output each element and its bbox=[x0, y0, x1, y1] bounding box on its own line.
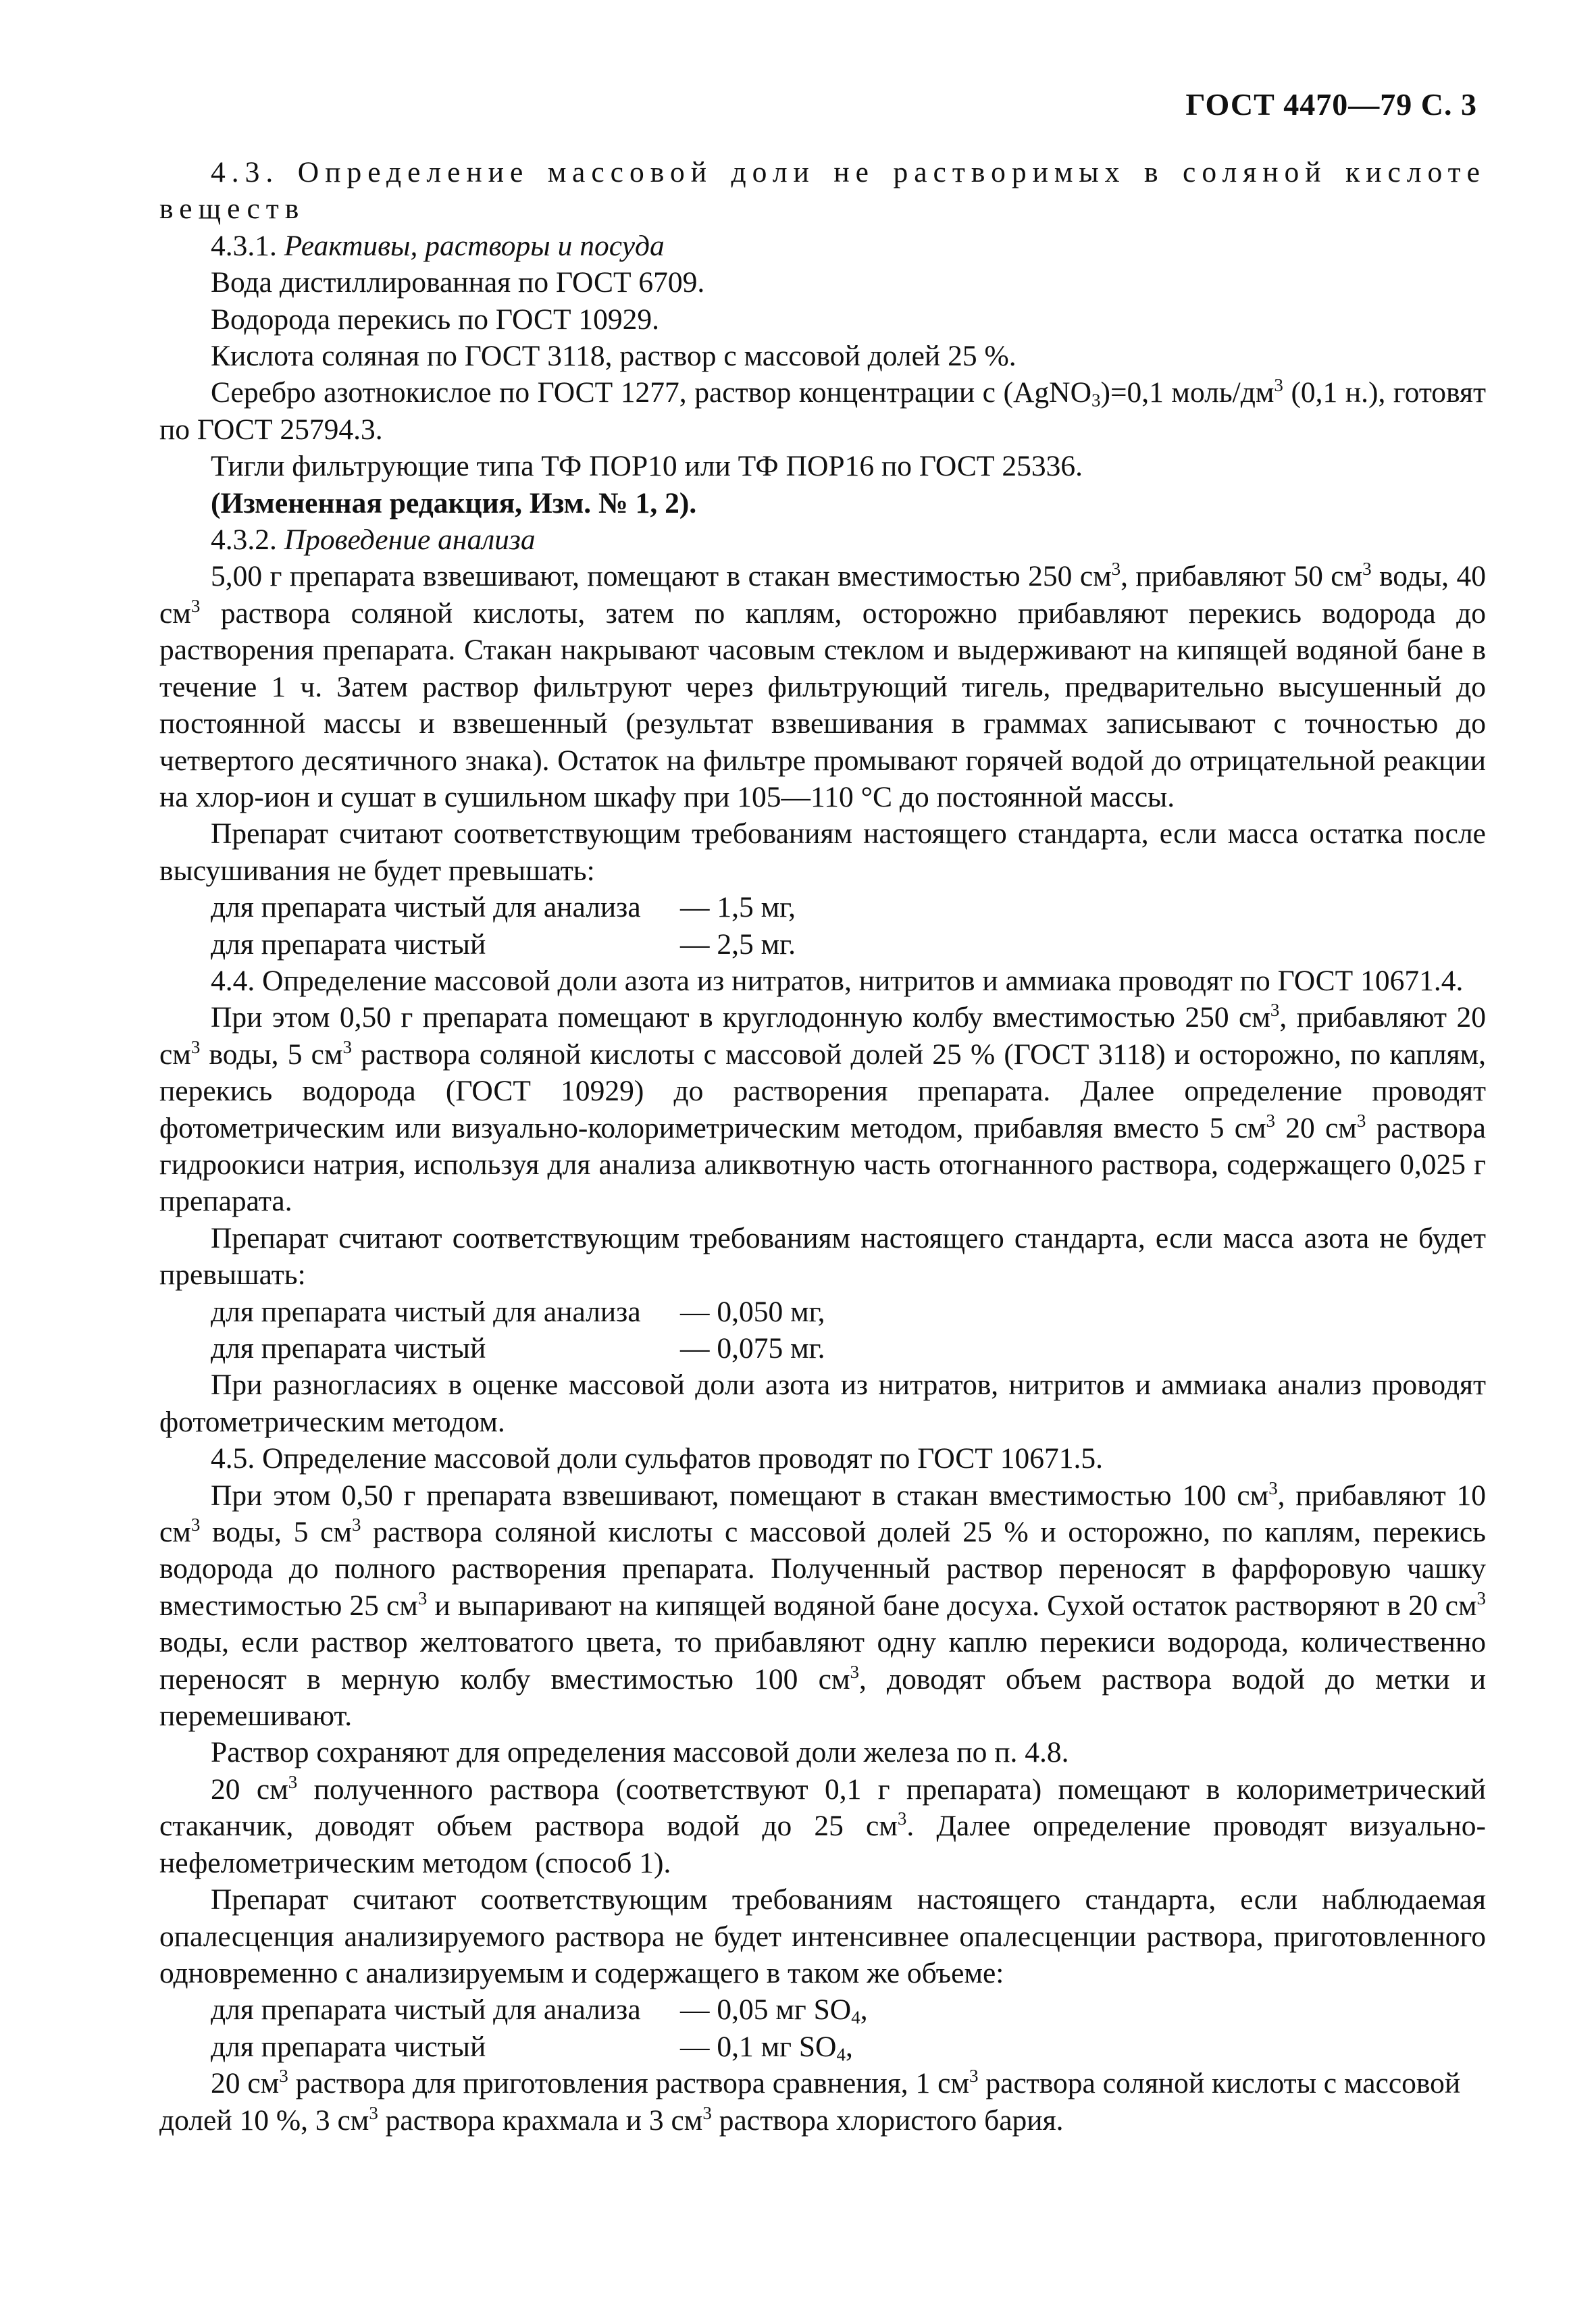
dispute-paragraph: При разногласиях в оценке массовой доли азота из нитратов, нитритов и аммиака анализ проводят фотометрическим методом. bbox=[159, 1369, 1486, 1438]
requirement-paragraph: Препарат считают соответствующим требованиям настоящего стандарта, если наблюдаемая опалесценция анализируемого раствора не будет интенсивнее опалесценции раствора, приготовленного одновременно с анализируемым и содержащего в таком же объеме: bbox=[159, 1883, 1486, 1989]
reagent-water: Вода дистиллированная по ГОСТ 6709. bbox=[211, 266, 705, 299]
section-4-3-2-heading: 4.3.2. Проведение анализа bbox=[211, 524, 536, 557]
page-header: ГОСТ 4470—79 С. 3 bbox=[1185, 87, 1477, 122]
nitrogen-procedure-paragraph: При этом 0,50 г препарата помещают в круглодонную колбу вместимостью 250 $см^3$, прибавляют 20 $см^3$ воды, 5 $см^3$ раствора соляной кислоты с массовой долей 25 % (ГОСТ 3118) и осторожно, по каплям, перекись водорода (ГОСТ 10929) до растворения препарата. Далее определение проводят фотометрическим или визуально-колориметрическим методом, прибавляя вместо 5 $см^3$ 20 $см^3$ раствора гидроокиси натрия, используя для анализа аликвотную часть отогнанного раствора, содержащего 0,025 г препарата. bbox=[159, 1000, 1486, 1218]
section-4-5-paragraph: 4.5. Определение массовой доли сульфатов проводят по ГОСТ 10671.5. bbox=[211, 1442, 1103, 1475]
reagent-peroxide: Водорода перекись по ГОСТ 10929. bbox=[211, 303, 660, 336]
reference-solution-paragraph: 20 $см^3$ раствора для приготовления раствора сравнения, 1 $см^3$ раствора соляной кислоты с массовой долей 10 %, 3 $см^3$ раствора крахмала и 3 $см^3$ раствора хлористого бария. bbox=[159, 2065, 1461, 2137]
section-4-3-title: 4.3. Определение массовой доли не растворимых в соляной кислоте веществ bbox=[159, 156, 1486, 226]
limit-row: для препарата чистый для анализа — 1,5 мг, bbox=[211, 891, 796, 924]
reagent-silver-nitrate: Серебро азотнокислое по ГОСТ 1277, раствор концентрации с (AgNO$_3$)=0,1 моль/$дм^3$ (0,1 н.), готовят по ГОСТ 25794.3. bbox=[159, 375, 1487, 446]
reagent-crucibles: Тигли фильтрующие типа ТФ ПОР10 или ТФ ПОР16 по ГОСТ 25336. bbox=[211, 450, 1083, 483]
section-4-3-1-heading: 4.3.1. Реактивы, растворы и посуда bbox=[211, 229, 665, 262]
limit-row: для препарата чистый для анализа — 0,050 мг, bbox=[211, 1295, 825, 1328]
revision-note: (Измененная редакция, Изм. № 1, 2). bbox=[211, 486, 697, 519]
section-4-4-paragraph: 4.4. Определение массовой доли азота из нитратов, нитритов и аммиака проводят по ГОСТ 10671.4. bbox=[211, 964, 1464, 997]
limit-row: для препарата чистый — 0,075 мг. bbox=[211, 1332, 825, 1365]
sulfate-procedure-paragraph: При этом 0,50 г препарата взвешивают, помещают в стакан вместимостью 100 $см^3$, прибавляют 10 $см^3$ воды, 5 $см^3$ раствора соляной кислоты с массовой долей 25 % и осторожно, по каплям, перекись водорода до полного растворения препарата. Полученный раствор переносят в фарфоровую чашку вместимостью 25 $см^3$ и выпаривают на кипящей водяной бане досуха. Сухой остаток растворяют в 20 $см^3$ воды, если раствор желтоватого цвета, то прибавляют одну каплю перекиси водорода, количественно переносят в мерную колбу вместимостью 100 $см^3$, доводят объем раствора водой до метки и перемешивают. bbox=[159, 1477, 1487, 1733]
analysis-procedure-paragraph: 5,00 г препарата взвешивают, помещают в стакан вместимостью 250 $см^3$, прибавляют 50 $см^3$ воды, 40 $см^3$ раствора соляной кислоты, затем по каплям, осторожно прибавляют перекись водорода до растворения препарата. Стакан накрывают часовым стеклом и выдерживают на кипящей водяной бане в течение 1 ч. Затем раствор фильтруют через фильтрующий тигель, предварительно высушенный до постоянной массы и взвешенный (результат взвешивания в граммах записывают с точностью до четвертого десятичного знака). Остаток на фильтре промывают горячей водой до отрицательной реакции на хлор-ион и сушат в сушильном шкафу при 105—110 °С до постоянной массы. bbox=[159, 559, 1487, 813]
reagent-hcl: Кислота соляная по ГОСТ 3118, раствор с массовой долей 25 %. bbox=[211, 340, 1016, 373]
limit-row: для препарата чистый — 0,1 мг $SO_4$, bbox=[211, 2030, 853, 2065]
limit-row: для препарата чистый для анализа — 0,05 мг $SO_4$, bbox=[211, 1993, 868, 2029]
requirement-paragraph: Препарат считают соответствующим требованиям настоящего стандарта, если масса остатка после высушивания не будет превышать: bbox=[159, 817, 1486, 887]
requirement-paragraph: Препарат считают соответствующим требованиям настоящего стандарта, если масса азота не будет превышать: bbox=[159, 1221, 1486, 1292]
solution-storage-paragraph: Раствор сохраняют для определения массовой доли железа по п. 4.8. bbox=[211, 1736, 1069, 1769]
limit-row: для препарата чистый — 2,5 мг. bbox=[211, 927, 796, 961]
nephelometry-paragraph: 20 $см^3$ полученного раствора (соответствуют 0,1 г препарата) помещают в колориметрический стаканчик, доводят объем раствора водой до 25 $см^3$. Далее определение проводят визуально-нефелометрическим методом (способ 1). bbox=[159, 1771, 1487, 1879]
document-body bbox=[159, 154, 1486, 2139]
